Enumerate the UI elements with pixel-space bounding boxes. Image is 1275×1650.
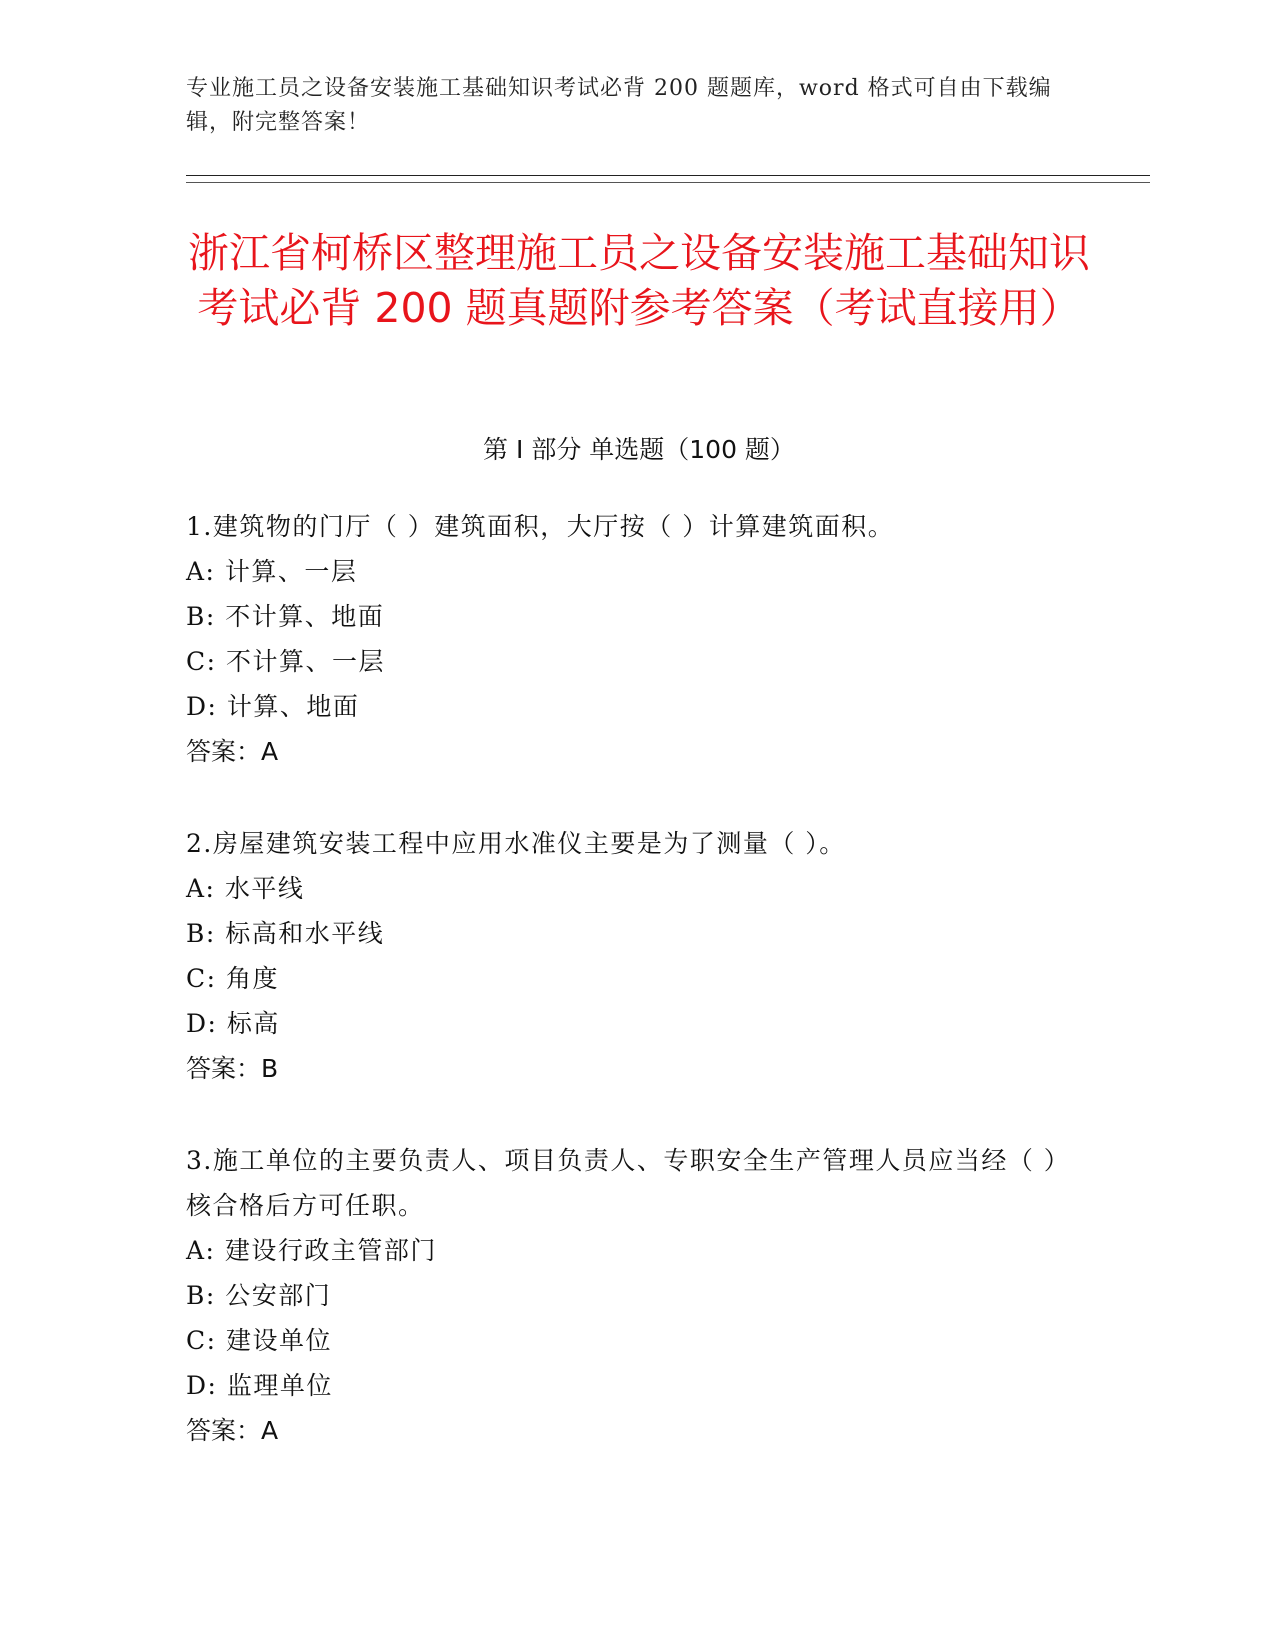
option-a: A: 水平线: [186, 874, 305, 903]
option-c: C: 角度: [186, 964, 279, 993]
question-3: [186, 1138, 1066, 1453]
option-d: D: 计算、地面: [186, 692, 360, 721]
answer-text: 答案：B: [186, 1054, 279, 1083]
header-divider-top: [186, 175, 1150, 176]
question-stem: 1.建筑物的门厅（ ）建筑面积，大厅按（ ）计算建筑面积。: [186, 512, 895, 541]
header-note: 专业施工员之设备安装施工基础知识考试必背 200 题题库，word 格式可自由下载编辑，附完整答案！: [186, 76, 1052, 135]
question-2: [186, 821, 1066, 1091]
header-divider-bottom: [186, 182, 1150, 183]
question-stem: 3.施工单位的主要负责人、项目负责人、专职安全生产管理人员应当经（ ）核合格后方可任职。: [186, 1146, 1058, 1220]
question-stem: 2.房屋建筑安装工程中应用水准仪主要是为了测量（ ）。: [186, 829, 846, 858]
option-d: D: 标高: [186, 1009, 280, 1038]
option-c: C: 不计算、一层: [186, 647, 385, 676]
document-title: 浙江省柯桥区整理施工员之设备安装施工基础知识考试必背 200 题真题附参考答案（考试直接用）: [188, 229, 1090, 332]
answer-text: 答案：A: [186, 737, 279, 766]
answer-text: 答案：A: [186, 1416, 279, 1445]
option-b: B: 标高和水平线: [186, 919, 385, 948]
section-title: 第 I 部分 单选题（100 题）: [483, 435, 795, 464]
option-c: C: 建设单位: [186, 1326, 332, 1355]
option-a: A: 建设行政主管部门: [186, 1236, 437, 1265]
option-d: D: 监理单位: [186, 1371, 333, 1400]
question-1: [186, 504, 1066, 774]
option-b: B: 不计算、地面: [186, 602, 385, 631]
option-b: B: 公安部门: [186, 1281, 332, 1310]
option-a: A: 计算、一层: [186, 557, 358, 586]
